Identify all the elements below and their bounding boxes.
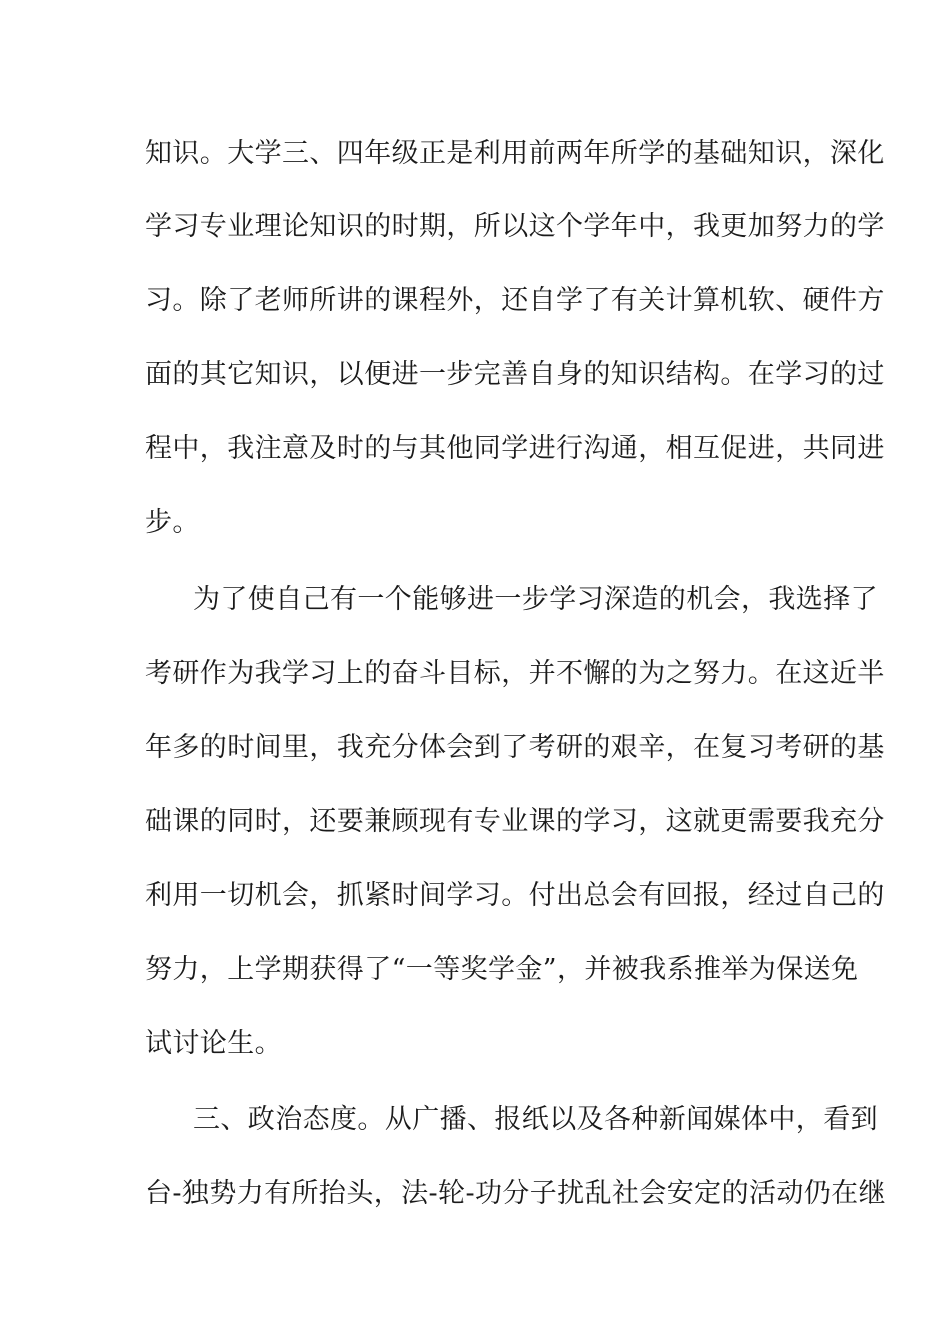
text-line: 面的其它知识，以便进一步完善自身的知识结构。在学习的过	[145, 359, 885, 390]
text-line: 步。	[145, 507, 200, 538]
text-line: 考研作为我学习上的奋斗目标，并不懈的为之努力。在这近半	[145, 658, 885, 689]
text-line: 努力，上学期获得了“一等奖学金”，并被我系推举为保送免	[145, 954, 859, 985]
text-line: 年多的时间里，我充分体会到了考研的艰辛，在复习考研的基	[145, 732, 885, 763]
text-line: 础课的同时，还要兼顾现有专业课的学习，这就更需要我充分	[145, 806, 885, 837]
text-line: 知识。大学三、四年级正是利用前两年所学的基础知识，深化	[145, 138, 885, 169]
text-line: 程中，我注意及时的与其他同学进行沟通，相互促进，共同进	[145, 433, 885, 464]
text-line: 台-独势力有所抬头，法-轮-功分子扰乱社会安定的活动仍在继	[145, 1178, 886, 1209]
text-line: 利用一切机会，抓紧时间学习。付出总会有回报，经过自己的	[145, 880, 885, 911]
paragraph-first-line: 三、政治态度。从广播、报纸以及各种新闻媒体中，看到	[193, 1104, 878, 1135]
text-line: 试讨论生。	[145, 1028, 282, 1059]
text-line: 学习专业理论知识的时期，所以这个学年中，我更加努力的学	[145, 211, 885, 242]
paragraph-first-line: 为了使自己有一个能够进一步学习深造的机会，我选择了	[193, 584, 878, 615]
text-line: 习。除了老师所讲的课程外，还自学了有关计算机软、硬件方	[145, 285, 885, 316]
